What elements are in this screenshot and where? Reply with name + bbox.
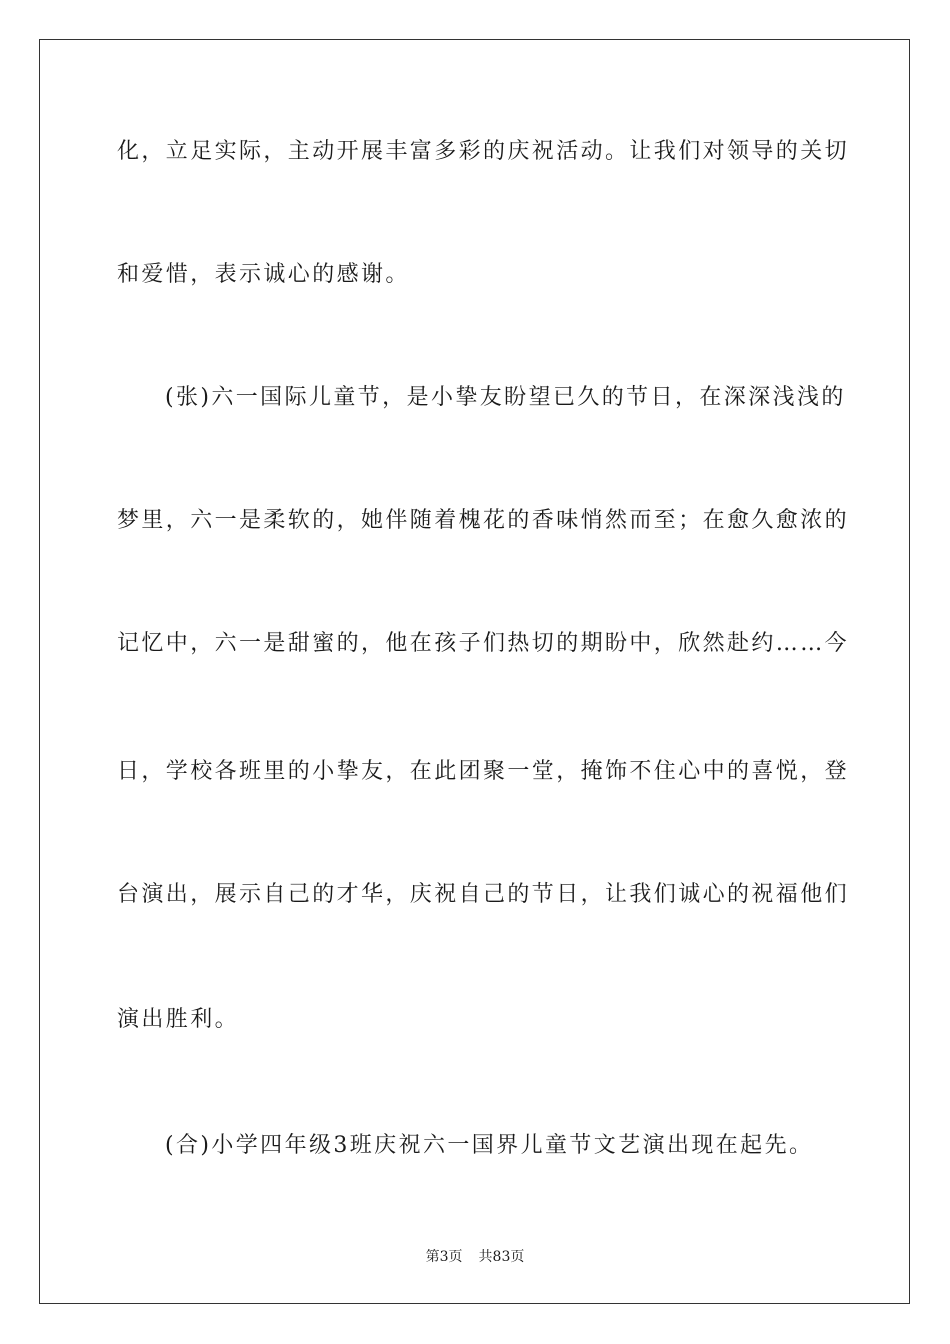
text-line-2: 和爱惜，表示诚心的感谢。 <box>117 262 410 287</box>
text-line-4: 梦里，六一是柔软的，她伴随着槐花的香味悄然而至；在愈久愈浓的 <box>117 508 850 533</box>
text-line-6: 日，学校各班里的小挚友，在此团聚一堂，掩饰不住心中的喜悦，登 <box>117 759 850 784</box>
page-footer <box>0 1248 950 1266</box>
text-line-1: 化，立足实际，主动开展丰富多彩的庆祝活动。让我们对领导的关切 <box>117 139 850 164</box>
text-line-8: 演出胜利。 <box>117 1007 240 1032</box>
page-total: 共83页 <box>478 1249 525 1265</box>
text-line-7: 台演出，展示自己的才华，庆祝自己的节日，让我们诚心的祝福他们 <box>117 882 850 907</box>
text-line-3: (张)六一国际儿童节，是小挚友盼望已久的节日，在深深浅浅的 <box>165 385 846 410</box>
text-line-5: 记忆中，六一是甜蜜的，他在孩子们热切的期盼中，欣然赴约……今 <box>117 631 850 656</box>
page-number: 第3页 <box>425 1249 463 1265</box>
text-line-9: (合)小学四年级3班庆祝六一国界儿童节文艺演出现在起先。 <box>165 1133 814 1158</box>
page-border <box>39 39 910 1304</box>
